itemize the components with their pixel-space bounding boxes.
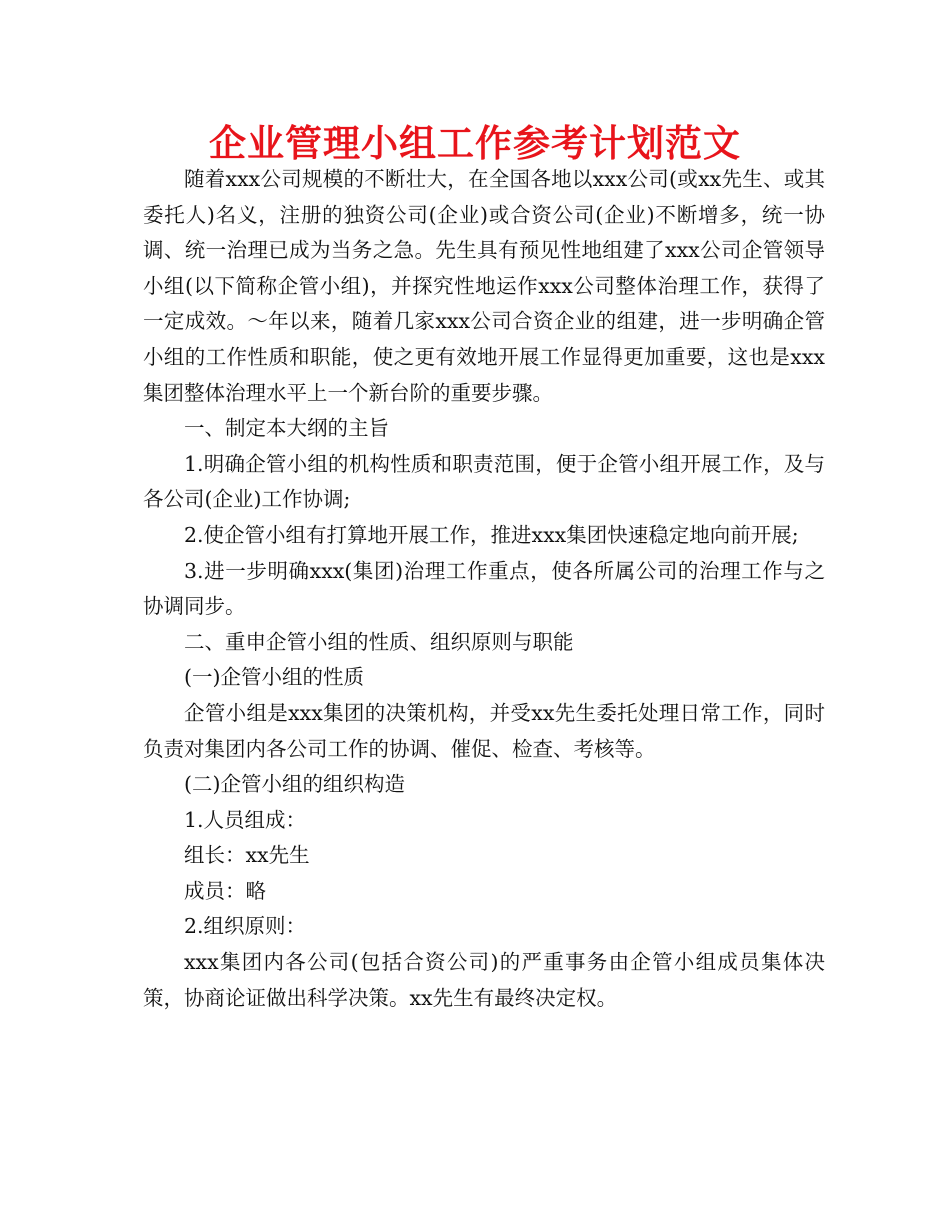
document-body [143,162,825,1016]
principle-paragraph: xxx集团内各公司(包括合资公司)的严重事务由企管小组成员集体决策，协商论证做出科学决策。xx先生有最终决定权。 [143,950,825,1010]
section-heading-1: 一、制定本大纲的主旨 [184,416,389,441]
nature-paragraph: 企管小组是xxx集团的决策机构，并受xx先生委托处理日常工作，同时负责对集团内各公司工作的协调、催促、检查、考核等。 [143,700,825,761]
members-line: 成员：略 [184,878,266,903]
list-item-principle: 2.组织原则： [184,914,307,939]
list-item-2: 2.使企管小组有打算地开展工作，推进xxx集团快速稳定地向前开展; [184,522,799,547]
intro-paragraph: 随着xxx公司规模的不断壮大，在全国各地以xxx公司(或xx先生、或其委托人)名义，注册的独资公司(企业)或合资公司(企业)不断增多，统一协调、统一治理已成为当务之急。先生具有预见性地组建了xxx公司企管领导小组(以下简称企管小组)，并探究性地运作xxx公司整体治理工作，获得了一定成效。～年以来，随着几家xxx公司合资企业的组建，进一步明确企管小组的工作性质和职能，使之更有效地开展工作显得更加重要，这也是xxx集团整体治理水平上一个新台阶的重要步骤。 [143,167,825,405]
leader-line: 组长：xx先生 [184,843,310,868]
document-title: 企业管理小组工作参考计划范文 [209,122,741,165]
subsection-heading-2: (二)企管小组的组织构造 [184,772,405,797]
subsection-heading-1: (一)企管小组的性质 [184,665,364,690]
list-item-3: 3.进一步明确xxx(集团)治理工作重点，使各所属公司的治理工作与之协调同步。 [143,558,825,619]
list-item-members: 1.人员组成： [184,807,307,832]
list-item-1: 1.明确企管小组的机构性质和职责范围，便于企管小组开展工作，及与各公司(企业)工作协调; [143,451,825,512]
section-heading-2: 二、重申企管小组的性质、组织原则与职能 [184,629,574,654]
